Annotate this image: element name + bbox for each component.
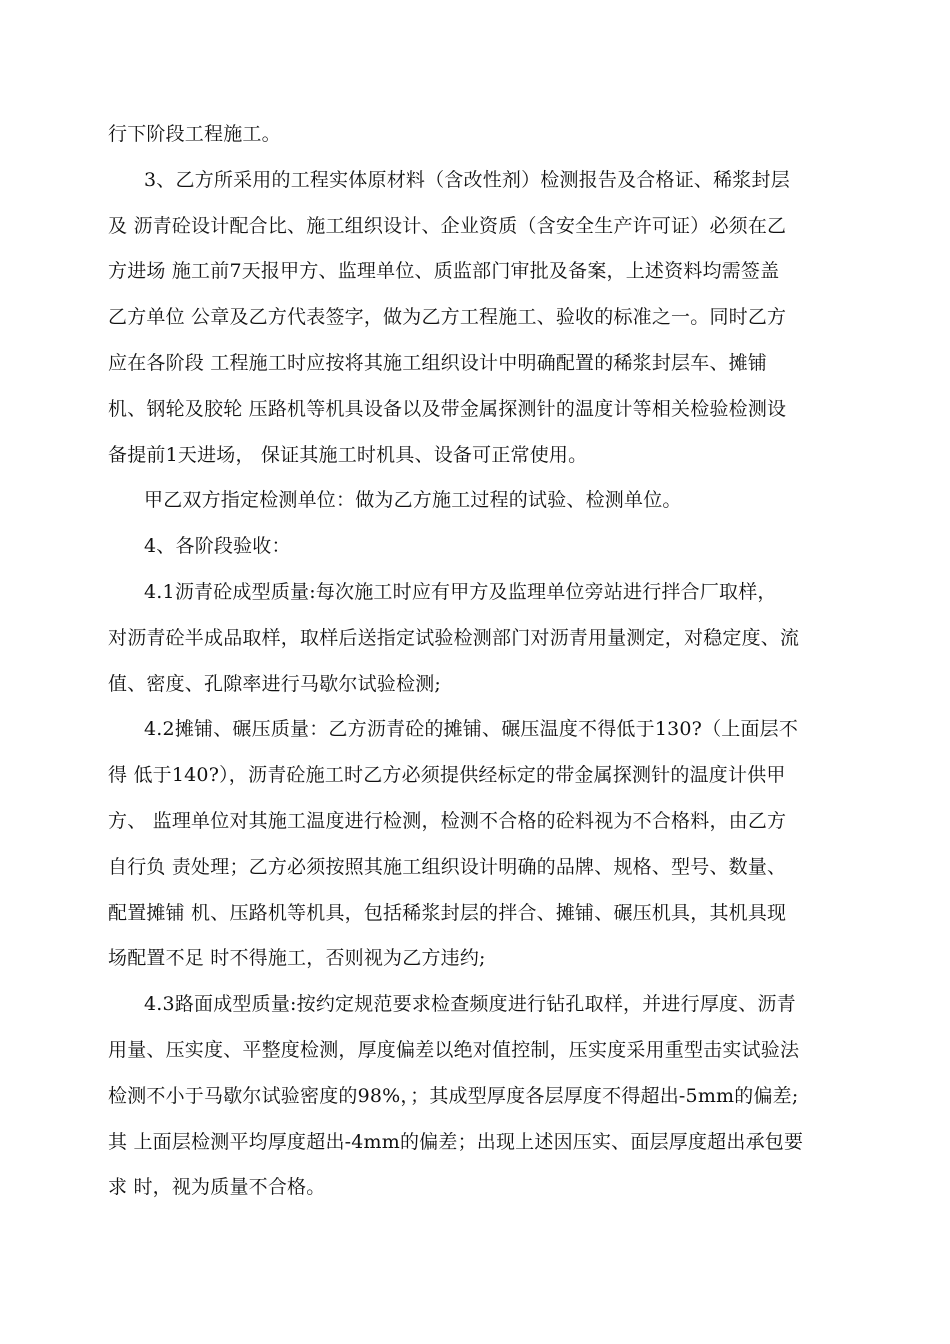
text-line-23: 其 上面层检测平均厚度超出-4mm的偏差；出现上述因压实、面层厚度超出承包要 <box>108 1130 804 1153</box>
text-line-8: 备提前1天进场， 保证其施工时机具、设备可正常使用。 <box>108 443 588 466</box>
document-page <box>108 112 844 1211</box>
text-line-24: 求 时，视为质量不合格。 <box>108 1176 326 1199</box>
text-line-10: 4、各阶段验收： <box>144 535 291 558</box>
text-line-16: 方、 监理单位对其施工温度进行检测，检测不合格的砼料视为不合格料，由乙方 <box>108 809 787 832</box>
text-line-21: 用量、压实度、平整度检测，厚度偏差以绝对值控制，压实度采用重型击实试验法 <box>108 1038 800 1061</box>
text-line-2: 3、乙方所采用的工程实体原材料（含改性剂）检测报告及合格证、稀浆封层 <box>144 168 790 191</box>
text-line-13: 值、密度、孔隙率进行马歇尔试验检测; <box>108 672 442 695</box>
text-line-20: 4.3路面成型质量:按约定规范要求检查频度进行钻孔取样，并进行厚度、沥青 <box>144 993 796 1016</box>
text-line-18: 配置摊铺 机、压路机等机具，包括稀浆封层的拌合、摊铺、碾压机具，其机具现 <box>108 901 787 924</box>
text-line-12: 对沥青砼半成品取样，取样后送指定试验检测部门对沥青用量测定，对稳定度、流 <box>108 626 800 649</box>
text-line-11: 4.1沥青砼成型质量:每次施工时应有甲方及监理单位旁站进行拌合厂取样， <box>144 580 777 603</box>
text-line-5: 乙方单位 公章及乙方代表签字，做为乙方工程施工、验收的标准之一。同时乙方 <box>108 306 787 329</box>
text-line-15: 得 低于140?），沥青砼施工时乙方必须提供经标定的带金属探测针的温度计供甲 <box>108 764 786 787</box>
text-line-4: 方进场 施工前7天报甲方、监理单位、质监部门审批及备案，上述资料均需签盖 <box>108 260 780 283</box>
text-line-17: 自行负 责处理；乙方必须按照其施工组织设计明确的品牌、规格、型号、数量、 <box>108 855 787 878</box>
text-line-7: 机、钢轮及胶轮 压路机等机具设备以及带金属探测针的温度计等相关检验检测设 <box>108 397 787 420</box>
text-line-1: 行下阶段工程施工。 <box>108 123 281 145</box>
text-line-9: 甲乙双方指定检测单位：做为乙方施工过程的试验、检测单位。 <box>144 489 682 512</box>
text-line-19: 场配置不足 时不得施工，否则视为乙方违约; <box>108 947 486 970</box>
text-line-22: 检测不小于马歇尔试验密度的98%，；其成型厚度各层厚度不得超出-5mm的偏差; <box>108 1084 799 1107</box>
text-line-3: 及 沥青砼设计配合比、施工组织设计、企业资质（含安全生产许可证）必须在乙 <box>108 214 787 237</box>
text-line-6: 应在各阶段 工程施工时应按将其施工组织设计中明确配置的稀浆封层车、摊铺 <box>108 351 768 374</box>
text-line-14: 4.2摊铺、碾压质量：乙方沥青砼的摊铺、碾压温度不得低于130?（上面层不 <box>144 718 799 741</box>
